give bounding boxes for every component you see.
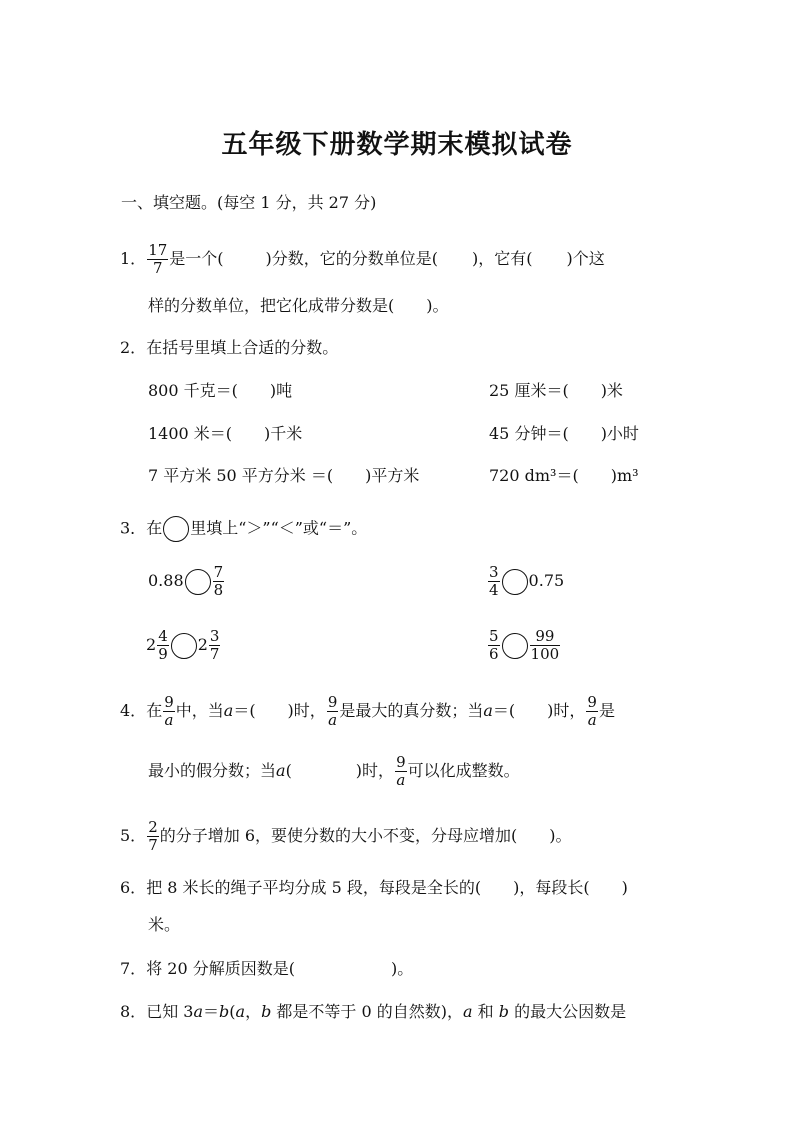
question-6-line-1: 6．把 8 米长的绳子平均分成 5 段，每段是全长的( )，每段长( ) (120, 878, 628, 897)
fraction: $\frac{9}{a}$ (396, 753, 406, 789)
fraction: $\frac{4}{9}$ (158, 627, 168, 663)
fraction: $\frac{9}{a}$ (164, 693, 174, 729)
question-2-prompt: 2．在括号里填上合适的分数。 (120, 338, 339, 357)
fraction: $\frac{17}{7}$ (148, 241, 168, 277)
question-number: 1． (120, 249, 147, 268)
question-number: 8． (120, 1002, 147, 1021)
comparison-item (487, 624, 561, 666)
question-3-prompt: 3．在 里填上“＞”“＜”或“＝”。 (120, 516, 367, 542)
question-number: 5． (120, 826, 147, 845)
question-7: 7．将 20 分解质因数是( )。 (120, 959, 414, 978)
fraction: $\frac{9}{a}$ (587, 693, 597, 729)
exam-title: 五年级下册数学期末模拟试卷 (221, 130, 573, 160)
unit-conversion-item: 45 分钟＝( )小时 (489, 424, 639, 443)
unit-conversion-item: 800 千克＝( )吨 (148, 381, 293, 400)
comparison-circle[interactable] (171, 633, 197, 659)
fraction: $\frac{5}{6}$ (489, 627, 499, 663)
fraction: $\frac{3}{7}$ (209, 627, 220, 663)
question-4-line-1: 4．在 $\frac{9}{a}$ 中，当a＝( )时， $\frac{9}{a}$ 是最大的真分数；当a＝( )时， $\frac{9}{a}$ 是 (120, 693, 615, 729)
unit-conversion-item: 7 平方米 50 平方分米 ＝( )平方米 (148, 466, 420, 485)
fraction: $\frac{7}{8}$ (213, 563, 224, 599)
question-4-line-2: 最小的假分数；当a( )时， $\frac{9}{a}$ 可以化成整数。 (148, 753, 520, 789)
comparison-item: 2 $\frac{4}{9}$ 2 $\frac{3}{7}$ (146, 627, 220, 663)
question-6-line-2: 米。 (148, 915, 181, 934)
question-1-line-1: 1． $\frac{17}{7}$ 是一个( )分数，它的分数单位是( )，它有( )个这 (120, 241, 605, 277)
question-number: 3． (120, 518, 147, 538)
question-number: 6． (120, 878, 147, 897)
comparison-item: $\frac{3}{4}$ 0.75 (489, 563, 565, 599)
fraction: $\frac{3}{4}$ (489, 563, 499, 599)
unit-conversion-item: 25 厘米＝( )米 (489, 381, 623, 400)
unit-conversion-item: 720 dm³＝( )m³ (489, 466, 639, 485)
fraction: $\frac{99}{100}$ (530, 627, 560, 663)
fraction: $\frac{2}{7}$ (148, 818, 158, 854)
question-number: 7． (120, 959, 147, 978)
question-1-line-2: 样的分数单位，把它化成带分数是( )。 (148, 296, 449, 315)
comparison-circle[interactable] (185, 569, 211, 595)
comparison-circle[interactable] (502, 569, 528, 595)
question-8: 8．已知 3a＝b(a，b 都是不等于 0 的自然数)，a 和 b 的最大公因数是 (120, 1002, 627, 1021)
section-heading: 一、填空题。(每空 1 分，共 27 分) (121, 193, 377, 212)
comparison-item: 0.88 $\frac{7}{8}$ (148, 563, 224, 599)
circle-icon (163, 516, 189, 542)
comparison-circle[interactable] (502, 633, 528, 659)
question-number: 4． (120, 701, 147, 720)
fraction: $\frac{9}{a}$ (327, 693, 338, 729)
unit-conversion-item: 1400 米＝( )千米 (148, 424, 303, 443)
question-number: 2． (120, 338, 147, 357)
question-5: 5． $\frac{2}{7}$ 的分子增加 6，要使分数的大小不变，分母应增加( )。 (120, 818, 572, 854)
